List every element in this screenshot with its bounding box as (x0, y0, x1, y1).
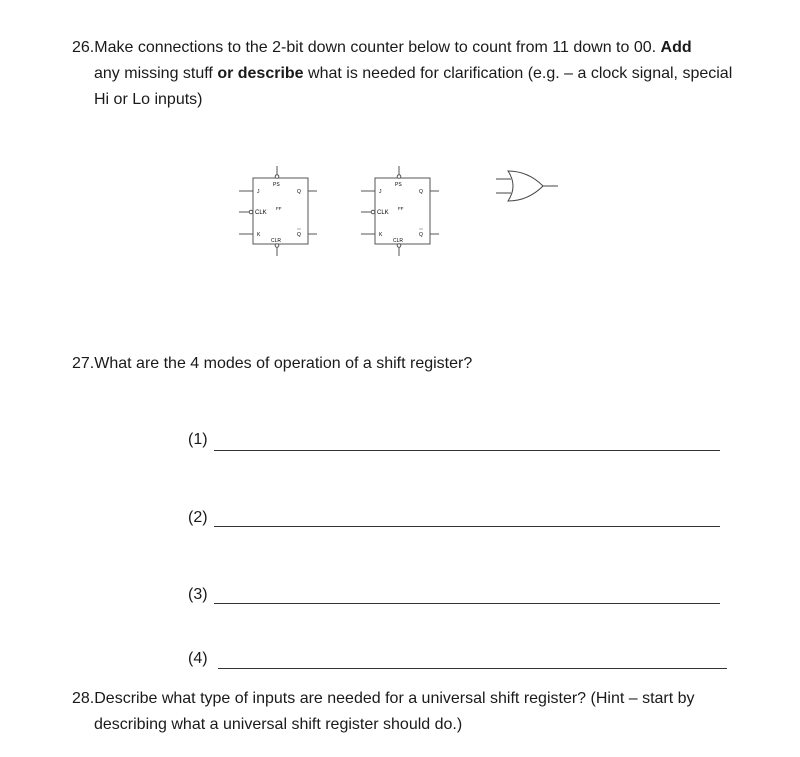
answer-4-label: (4) (188, 650, 208, 667)
question-27 (72, 351, 472, 377)
answer-3-label: (3) (188, 586, 208, 603)
flipflop-2-q: Q (419, 189, 423, 195)
question-28-line-1 (72, 686, 695, 712)
answer-3 (188, 586, 208, 604)
flipflop-1-j: J (257, 189, 260, 195)
question-26-text-c: what is needed for clarification (e.g. – a clock signal, special (303, 65, 733, 82)
answer-2 (188, 509, 208, 527)
question-26-or-describe-bold: or describe (217, 65, 304, 82)
flipflop-2-clk: CLK (377, 210, 389, 216)
flipflop-2-ff: FF (398, 206, 404, 211)
answer-4-line[interactable] (218, 668, 727, 669)
flipflop-1-qbar: Q (297, 232, 301, 238)
answer-2-label: (2) (188, 509, 208, 526)
flipflop-1-k: K (257, 232, 261, 238)
flipflop-1-ff: FF (276, 206, 282, 211)
question-26-text-b: any missing stuff (94, 65, 218, 82)
answer-3-line[interactable] (214, 603, 720, 604)
flipflop-2-j: J (379, 189, 382, 195)
question-28-line-2: describing what a universal shift register should do.) (94, 716, 463, 733)
flipflop-2-clr: CLR (393, 238, 404, 244)
flipflop-1-clk: CLK (255, 210, 267, 216)
answer-1-line[interactable] (214, 450, 720, 451)
question-26-text-a: Make connections to the 2-bit down counter below to count from 11 down to 00. (94, 39, 661, 56)
or-gate-icon (496, 171, 558, 201)
flipflop-2-qbar: Q (419, 232, 423, 238)
flipflop-1-clr: CLR (271, 238, 282, 244)
answer-1 (188, 431, 208, 449)
answer-4 (188, 650, 208, 668)
flipflop-2-ps: PS (395, 182, 402, 188)
flipflop-2 (361, 166, 439, 256)
question-28-text-1: Describe what type of inputs are needed for a universal shift register? (Hint – start by (94, 690, 695, 707)
question-26-add-bold: Add (660, 39, 692, 56)
question-26-line-3: Hi or Lo inputs) (94, 91, 203, 108)
question-27-number: 27. (72, 355, 95, 372)
flipflop-1-q: Q (297, 189, 301, 195)
answer-1-label: (1) (188, 431, 208, 448)
answer-2-line[interactable] (214, 526, 720, 527)
question-26-number: 26. (72, 39, 95, 56)
question-27-text: What are the 4 modes of operation of a shift register? (94, 355, 473, 372)
flipflop-1-ps: PS (273, 182, 280, 188)
question-28-number: 28. (72, 690, 95, 707)
flipflop-1 (239, 166, 317, 256)
flipflop-2-k: K (379, 232, 383, 238)
